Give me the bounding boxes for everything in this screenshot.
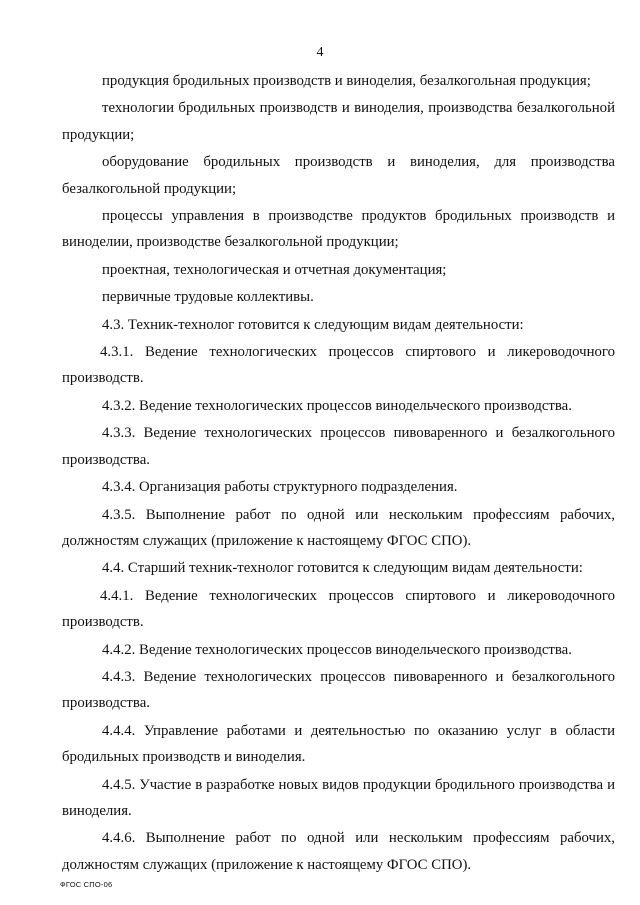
item-4-4-2: 4.4.2. Ведение технологических процессов винодельческого производства. xyxy=(102,641,572,658)
item-4-3-1: 4.3.1. Ведение технологических процессов спиртового и ликероводочного производств. xyxy=(62,344,615,387)
item-4-4-6: 4.4.6. Выполнение работ по одной или нескольким профессиям рабочих, должностям служащих (приложение к настоящему ФГОС СПО). xyxy=(62,830,615,873)
item-4-4-3: 4.4.3. Ведение технологических процессов пивоваренного и безалкогольного производства. xyxy=(62,668,615,712)
item-4-3-3: 4.3.3. Ведение технологических процессов пивоваренного и безалкогольного производства. xyxy=(62,425,615,468)
list-item-equipment: оборудование бродильных производств и виноделия, для производства безалкогольной продукции; xyxy=(62,154,615,197)
list-item-products: продукция бродильных производств и виноделия, безалкогольная продукция; xyxy=(102,73,591,89)
item-4-4-5: 4.4.5. Участие в разработке новых видов продукции бродильного производства и виноделия. xyxy=(62,776,615,819)
list-item-documentation: проектная, технологическая и отчетная документация; xyxy=(102,261,447,278)
item-4-4-4: 4.4.4. Управление работами и деятельностью по оказанию услуг в области бродильных производств и виноделия. xyxy=(62,722,615,766)
item-4-3-2: 4.3.2. Ведение технологических процессов винодельческого производства. xyxy=(102,397,572,414)
page-number: 4 xyxy=(316,45,324,60)
list-item-management-processes: процессы управления в производстве продуктов бродильных производств и виноделии, производстве безалкогольной продукции; xyxy=(62,208,615,251)
item-4-3-4: 4.3.4. Организация работы структурного подразделения. xyxy=(102,479,458,496)
list-item-labor-collectives: первичные трудовые коллективы. xyxy=(102,289,314,306)
item-4-3-5: 4.3.5. Выполнение работ по одной или нескольким профессиям рабочих, должностям служащих (приложение к настоящему ФГОС СПО). xyxy=(62,506,615,549)
list-item-technologies: технологии бродильных производств и виноделия, производства безалкогольной продукции; xyxy=(62,100,615,143)
document-body xyxy=(62,68,615,878)
footer-label: ФГОС СПО-06 xyxy=(60,880,113,889)
section-4-4-heading: 4.4. Старший техник-технолог готовится к следующим видам деятельности: xyxy=(102,560,583,577)
section-4-3-heading: 4.3. Техник-технолог готовится к следующим видам деятельности: xyxy=(102,316,524,333)
item-4-4-1: 4.4.1. Ведение технологических процессов спиртового и ликероводочного производств. xyxy=(62,587,615,631)
